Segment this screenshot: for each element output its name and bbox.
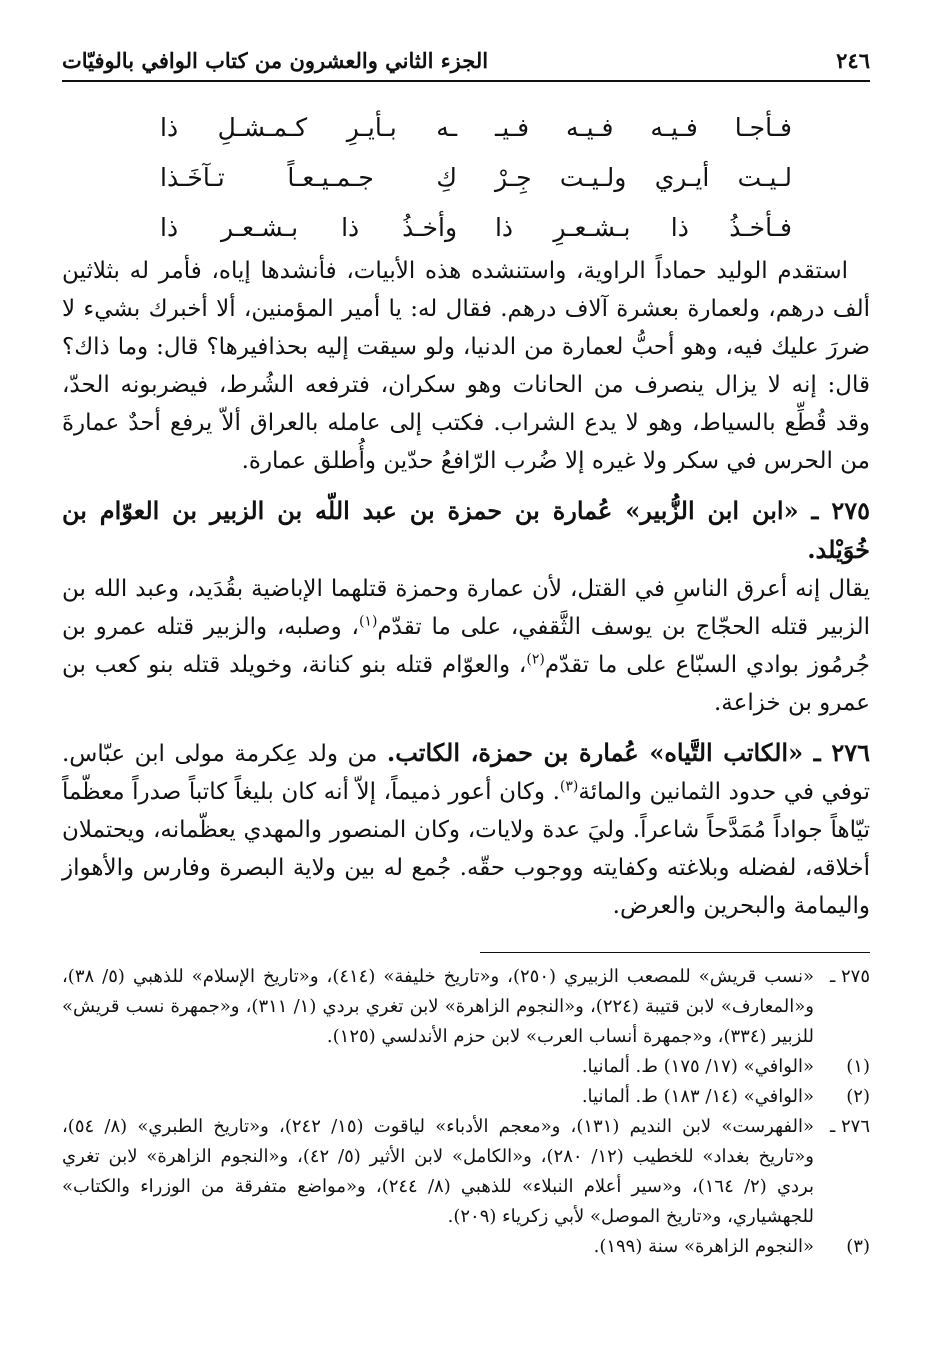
verse-line (160, 154, 792, 204)
verse-first-hemistich: لـيـت أيـري ولـيـت جِـرْ (494, 163, 792, 192)
footnote-text: «النجوم الزاهرة» سنة (١٩٩). (593, 1236, 814, 1257)
footnote-number: (٣) (846, 1236, 870, 1257)
main-text (62, 252, 870, 925)
footnote-text: «الفهرست» لابن النديم (١٣١)، و«معجم الأدباء» لياقوت (١٥/ ٢٤٢)، و«تاريخ الطبري» (٨/ ٥٤)، و«تاريخ بغداد» للخطيب (١٢/ ٢٨٠)، و«الكامل» لابن الأثير (٥/ ٤٢)، و«النجوم الزاهرة» لابن تغري بردي (٢/ ١٦٤)، و«سير أعلام النبلاء» للذهبي (٨/ ٢٤٤)، و«مواضع متفرقة من الوزراء والكتاب» للجهشياري، و«تاريخ الموصل» لأبي زكرياء (٢٠٩). (62, 1116, 814, 1227)
footnote-item (62, 962, 870, 1052)
footnote-text: «الوافي» (١٧/ ١٧٥) ط. ألمانيا. (581, 1056, 814, 1077)
running-header (62, 40, 870, 80)
footnotes (62, 962, 870, 1262)
verse-line (160, 204, 792, 254)
footnote-ref-1[interactable]: (١) (358, 613, 378, 630)
footnote-ref-3[interactable]: (٣) (559, 778, 579, 795)
verse-first-hemistich: فـأخـذُ ذا بـشـعـرِ ذا (494, 213, 792, 242)
poem-verses (160, 104, 792, 254)
footnote-item (62, 1232, 870, 1262)
verse-second-hemistich: كِ جـمـيـعـاً تـآخَـذا (160, 163, 458, 192)
entry-275-text-part: ، والعوّام قتله بنو كنانة، وخويلد قتله بنو كعب بن عمرو بن خزاعة. (62, 652, 870, 716)
footnote-number: ٢٧٥ ـ (829, 966, 870, 987)
footnote-ref-2[interactable]: (٢) (526, 651, 545, 668)
entry-276-heading: ٢٧٦ ـ «الكاتب التَّياه» عُمارة بن حمزة، الكاتب. (386, 738, 870, 767)
entry-275-text (62, 570, 870, 722)
footnote-item (62, 1052, 870, 1082)
narrative-paragraph: استقدم الوليد حماداً الراوية، واستنشده هذه الأبيات، فأنشدها إياه، فأمر له بثلاثين ألف درهم، ولعمارة بعشرة آلاف درهم. فقال له: يا أمير المؤمنين، ألا أخبرك بشيء لا ضررَ عليك فيه، وهو أحبُّ لعمارة من الدنيا، ولو سيقت إليه بحذافيرها؟ قال: وما ذاك؟ قال: إنه لا يزال ينصرف من الحانات وهو سكران، فترفعه الشُرط، فيضربونه الحدّ، وقد قُطِّع بالسياط، وهو لا يدع الشراب. فكتب إلى عامله بالعراق ألاّ يرفع أحدٌ عمارةَ من الحرس في سكر ولا غيره إلا ضُرب الرّافعُ حدّين وأُطلق عمارة. (62, 258, 870, 474)
entry-276-text-part: من ولد عِكرمة مولى ابن عبّاس. توفي في حدود الثمانين والمائة (62, 741, 870, 805)
entry-275 (62, 492, 870, 570)
entry-275-heading: ٢٧٥ ـ «ابن ابن الزُّبير» عُمارة بن حمزة بن عبد اللّه بن الزبير بن العوّام بن خُوَيْلد. (62, 496, 870, 564)
entry-275-text-part: ، وصلبه، والزبير قتله عمرو بن جُرمُوز بوادي السبّاع على ما تقدّم (62, 614, 870, 678)
footnote-number: ٢٧٦ ـ (829, 1116, 870, 1137)
running-title: الجزء الثاني والعشرون من كتاب الوافي بالوفيّات (62, 47, 489, 73)
verse-first-hemistich: فـأجـا فـيـه فـيـه فـيـ (494, 113, 792, 142)
verse-line (160, 104, 792, 154)
footnote-item (62, 1112, 870, 1232)
header-rule (62, 80, 870, 82)
footnote-text: «الوافي» (١٤/ ١٨٣) ط. ألمانيا. (581, 1086, 814, 1107)
entry-275-text-part: يقال إنه أعرق الناسِ في القتل، لأن عمارة وحمزة قتلهما الإباضية بقُدَيد، وعبد الله بن الزبير قتله الحجّاج بن يوسف الثَّقفي، على ما تقدّم (62, 576, 870, 640)
entry-276 (62, 734, 870, 925)
footnote-text: «نسب قريش» للمصعب الزبيري (٢٥٠)، و«تاريخ خليفة» (٤١٤)، و«تاريخ الإسلام» للذهبي (٥/ ٣٨)، و«المعارف» لابن قتيبة (٢٢٤)، و«النجوم الزاهرة» لابن تغري بردي (١/ ٣١١)، و«جمهرة نسب قريش» للزبير (٣٣٤)، و«جمهرة أنساب العرب» لابن حزم الأندلسي (١٢٥). (62, 966, 814, 1047)
footnote-number: (٢) (846, 1086, 870, 1107)
footnote-item (62, 1082, 870, 1112)
entry-276-text-part: . وكان أعور ذميماً، إلاّ أنه كان بليغاً كاتباً صدراً معظّماً تيّاهاً جواداً مُمَدَّحاً شاعراً. وليَ عدة ولايات، وكان المنصور والمهدي يعظّمانه، ويحتملان أخلاقه، لفضله وبلاغته وكفايته ووجوب حقّه. جُمع له بين ولاية البصرة وفارس والأهواز واليمامة والبحرين والعرض. (62, 779, 870, 919)
verse-second-hemistich: وأخـذُ ذا بـشـعـر ذا (160, 213, 458, 242)
verse-second-hemistich: ـه بـأيـرِ كـمـشـلِ ذا (160, 113, 458, 142)
footnote-separator (480, 952, 870, 953)
page-number: ٢٤٦ (836, 47, 870, 73)
footnote-number: (١) (846, 1056, 870, 1077)
